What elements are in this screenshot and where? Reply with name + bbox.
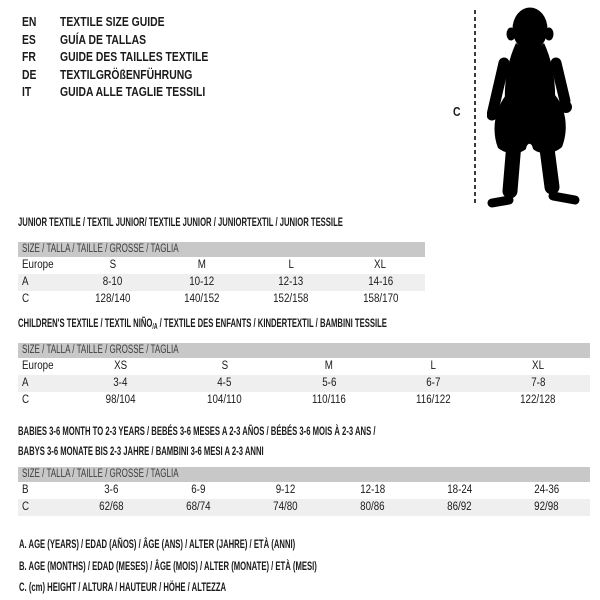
height-marker-label: C	[453, 104, 461, 119]
size-value: 74/80	[273, 501, 298, 513]
table-row	[18, 274, 425, 291]
language-code: EN	[22, 14, 37, 29]
size-value: 6-7	[426, 377, 441, 389]
size-value: 86/92	[447, 501, 472, 513]
table-title-segment: /A	[152, 322, 158, 331]
size-header-label: SIZE / TALLA / TAILLE / GRÖSSE / TAGLIA	[22, 468, 179, 480]
size-value: 110/116	[312, 394, 346, 406]
size-value: 140/152	[184, 293, 220, 305]
table-title-segment: / TEXTILE DES ENFANTS / KINDERTEXTIL / BAMBINI TESSILE	[157, 316, 387, 330]
table-title-line	[18, 313, 387, 333]
size-value: 92/98	[534, 501, 559, 513]
size-value: XL	[374, 259, 387, 271]
babies-textile-table	[18, 421, 590, 516]
size-value: 12-13	[278, 276, 304, 288]
row-label: A	[22, 276, 29, 288]
size-value: 3-6	[104, 484, 119, 496]
size-header-label: SIZE / TALLA / TAILLE / GRÖSSE / TAGLIA	[22, 243, 179, 255]
language-title: TEXTILE SIZE GUIDE	[60, 14, 165, 29]
size-value: 24-36	[533, 484, 559, 496]
table-title	[18, 212, 425, 232]
row-label: A	[22, 377, 29, 389]
language-row	[22, 66, 245, 84]
size-value: 9-12	[275, 484, 296, 496]
language-row	[22, 83, 245, 101]
table-title-line	[18, 212, 343, 232]
size-value: L	[430, 360, 437, 372]
table-row	[18, 375, 590, 392]
table-row	[18, 482, 590, 499]
size-value: 18-24	[446, 484, 472, 496]
table-title	[18, 313, 590, 333]
language-title: GUÍA DE TALLAS	[60, 31, 147, 47]
table-title-segment: BABYS 3-6 MONATE BIS 2-3 JAHRE / BAMBINI 3-6 MESI A 2-3 ANNI	[18, 444, 264, 458]
row-label: C	[22, 293, 30, 305]
size-value: 3-4	[113, 377, 128, 389]
baby-silhouette-icon	[487, 3, 599, 210]
row-label: Europe	[22, 259, 54, 271]
size-header-bar	[18, 343, 590, 358]
size-value: 12-18	[359, 484, 385, 496]
row-label: Europe	[22, 360, 54, 372]
note-age-months: B. AGE (MONTHS) / EDAD (MESES) / ÂGE (MOIS) / ALTER (MONATE) / ETÀ (MESI)	[19, 558, 317, 573]
size-value: 104/110	[207, 394, 242, 406]
row-label: B	[22, 484, 29, 496]
table-row	[18, 499, 590, 516]
language-title: TEXTILGRÖßENFÜHRUNG	[60, 66, 193, 82]
row-label: C	[22, 394, 30, 406]
table-title-line	[18, 441, 384, 461]
size-value: 68/74	[186, 501, 211, 513]
language-row	[22, 48, 245, 66]
size-value: S	[221, 360, 228, 372]
size-header-label: SIZE / TALLA / TAILLE / GRÖSSE / TAGLIA	[22, 344, 179, 356]
size-value: 4-5	[217, 377, 232, 389]
size-value: 7-8	[530, 377, 545, 389]
size-value: 5-6	[321, 377, 337, 389]
language-code: DE	[22, 66, 37, 82]
size-value: 122/128	[520, 394, 556, 406]
size-value: 116/122	[416, 394, 451, 406]
language-code: FR	[22, 49, 36, 64]
size-value: 10-12	[189, 276, 215, 288]
note-age-years: A. AGE (YEARS) / EDAD (AÑOS) / ÂGE (ANS) / ALTER (JAHRE) / ETÀ (ANNI)	[19, 537, 296, 551]
size-value: 128/140	[94, 293, 131, 305]
size-value: S	[109, 259, 116, 271]
children-textile-table	[18, 313, 590, 409]
junior-textile-table	[18, 212, 425, 308]
size-header-bar	[18, 242, 425, 257]
size-value: 6-9	[191, 484, 206, 496]
language-title: GUIDA ALLE TAGLIE TESSILI	[60, 84, 206, 99]
language-row	[22, 31, 245, 49]
language-title: GUIDE DES TAILLES TEXTILE	[60, 49, 209, 64]
table-title-segment: CHILDREN'S TEXTILE / TEXTIL NIÑO	[18, 316, 153, 330]
size-value: 98/104	[105, 394, 136, 406]
language-row	[22, 13, 245, 31]
size-value: 152/158	[273, 293, 309, 305]
language-code: ES	[22, 31, 36, 47]
table-row	[18, 358, 590, 375]
table-title-line	[18, 421, 384, 441]
legend-notes	[19, 534, 484, 599]
table-title-segment: JUNIOR TEXTILE / TEXTIL JUNIOR/ TEXTILE JUNIOR / JUNIORTEXTIL / JUNIOR TESSILE	[18, 215, 343, 229]
size-value: XS	[113, 360, 127, 372]
size-value: XL	[531, 360, 544, 372]
table-title-segment: BABIES 3-6 MONTH TO 2-3 YEARS / BEBÉS 3-6 MESES A 2-3 AÑOS / BÉBÉS 3-6 MOIS À 2-3 ANS /	[18, 424, 376, 438]
size-value: L	[288, 259, 294, 271]
size-value: M	[324, 360, 334, 372]
size-value: 8-10	[102, 276, 123, 288]
size-value: 14-16	[367, 276, 393, 288]
language-title-list	[22, 13, 245, 101]
table-row	[18, 291, 425, 308]
size-value: 62/68	[99, 501, 124, 513]
language-code: IT	[22, 84, 32, 99]
size-header-bar	[18, 467, 590, 482]
height-dashed-line	[474, 10, 476, 206]
row-label: C	[22, 501, 30, 513]
size-value: 158/170	[362, 293, 399, 305]
table-title	[18, 421, 590, 461]
size-value: M	[197, 259, 206, 271]
table-row	[18, 392, 590, 409]
table-row	[18, 257, 425, 274]
note-height-cm: C. (cm) HEIGHT / ALTURA / HAUTEUR / HÖHE / ALTEZZA	[19, 580, 227, 594]
size-value: 80/86	[360, 501, 385, 513]
